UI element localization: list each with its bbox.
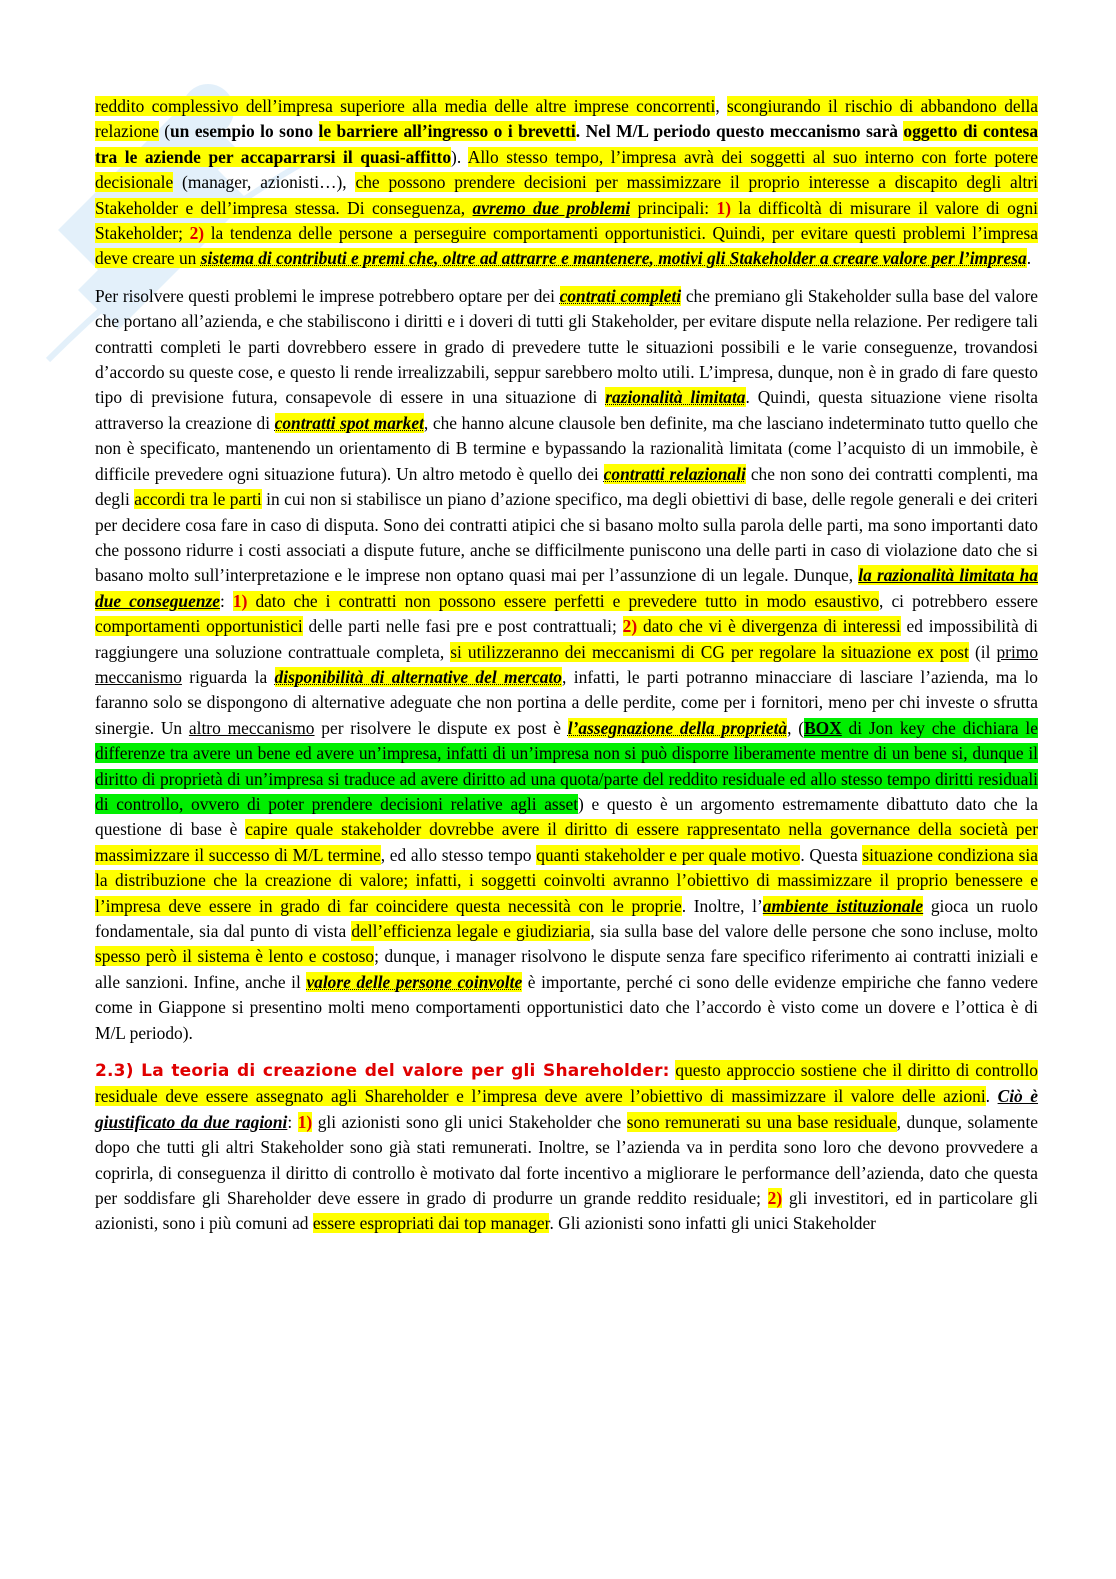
text: delle parti nelle fasi pre e post contrattuali; [302, 616, 623, 637]
text: , dunque, solamente dopo che tutti gli altri Stakeholder sono già stati remunerati. Inoltre, se l’azienda va in perdita sono loro che devono provvedere a coprirla, di conseguenza il diritto di controllo è motivato dal forte incentivo a migliorare le performance dell’azienda, dato che questa per soddisfare gli Shareholder deve essere in grado di produrre un grande reddito residuale; [95, 1111, 1039, 1209]
text: . [985, 1086, 998, 1107]
box-label: BOX [804, 717, 842, 738]
text: riguarda la [181, 666, 275, 687]
list-number: 2) [767, 1188, 783, 1209]
text: , ci potrebbero essere [879, 590, 1038, 611]
highlighted-text: spesso però il sistema è lento e costoso [95, 946, 375, 967]
key-term: l’assegnazione della proprietà [567, 717, 788, 738]
document-text [95, 94, 1038, 1249]
highlighted-text: essere espropriati dai top manager [312, 1213, 550, 1234]
highlighted-text: che possono prendere decisioni per massimizzare il proprio interesse a discapito degli altri Stakeholder e dell’impresa stessa. Di conseguenza, [95, 172, 1038, 218]
key-term: Ciò è giustificato da due ragioni [95, 1086, 1039, 1132]
highlighted-text: dell’efficienza legale e giudiziaria [351, 921, 591, 941]
key-term: contrati completi [559, 285, 682, 306]
underlined-text: altro meccanismo [188, 717, 315, 738]
highlighted-text: situazione condiziona sia la distribuzione che la creazione di valore; infatti, i soggetti coinvolti avranno l’obiettivo di massimizzare il proprio benessere e l’impresa deve essere in grado di far coincidere questa necessità con le proprie [95, 844, 1038, 916]
text: , [715, 96, 728, 116]
key-term: razionalità limitata [605, 387, 746, 408]
paragraph-contract-types [95, 284, 1038, 1046]
highlighted-text: dato che vi è divergenza di interessi [637, 616, 901, 637]
text: gli investitori, ed in particolare gli azionisti, sono i più comuni ad [95, 1188, 1038, 1234]
text: , sia sulla base del valore delle persone che sono incluse, molto [590, 921, 1038, 941]
list-number: 2) [189, 223, 205, 244]
key-term: sistema di contributi e premi che, oltre ad attrarre e mantenere, motivi gli Stakeholder a creare valore per l’impresa [200, 248, 1027, 269]
bold-text: un esempio lo sono [170, 121, 319, 142]
text: . Inoltre, l’ [681, 895, 763, 916]
underlined-text: primo meccanismo [95, 641, 1039, 687]
text: che premiano gli Stakeholder sulla base del valore che portano all’azienda, e che stabiliscono i diritti e i doveri di tutti gli Stakeholder, per evitare dispute nella relazione. Per redigere tali contratti completi le parti dovrebbero essere in grado di prevedere tutte le situazioni possibili e le varie conseguenze, trovandosi d’accordo su queste cose, e questo li rende irrealizzabili, seppur sarebbero molto utili. L’impresa, dunque, non è in grado di fare questo tipo di previsione futura, consapevole di essere in una situazione di [95, 285, 1038, 408]
highlighted-text: Allo stesso tempo, l’impresa avrà dei soggetti al suo interno con forte potere decisionale [95, 146, 1038, 193]
highlighted-text: comportamenti opportunistici [95, 616, 303, 637]
key-term: valore delle persone coinvolte [306, 971, 523, 992]
text: in cui non si stabilisce un piano d’azione specifico, ma degli obiettivi di base, delle regole generali e dei criteri per decidere cosa fare in caso di disputa. Sono dei contratti atipici che si basano molto sulla parola delle parti, ma sono importanti dato che possono ridurre i costi associati a dispute future, anche se difficilmente puniscono una delle parti in caso di violazione dato che si basano molto sull’interpretazione e le imprese non optano quasi mai per l’assunzione di un legale. Dunque, [95, 489, 1038, 586]
text: . Questa [800, 844, 863, 865]
key-term: disponibilità di alternative del mercato [274, 666, 563, 687]
key-term: avremo due problemi [472, 197, 631, 218]
list-number: 2) [622, 616, 638, 637]
paragraph-contracts-intro [95, 94, 1038, 272]
text: : [219, 590, 233, 611]
text: . [1026, 248, 1032, 269]
text: gioca un ruolo fondamentale, sia dal punto di vista [95, 895, 1038, 941]
key-term: ambiente istituzionale [762, 895, 924, 916]
text: : [287, 1111, 298, 1132]
list-number: 1) [297, 1111, 313, 1132]
key-term: contratti spot market [274, 412, 424, 433]
text: , ( [787, 717, 805, 738]
green-highlighted-text: di Jon key che dichiara le differenze tra avere un bene ed avere un’impresa, infatti di un’impresa non si può disporre liberamente mentre di un bene si, dunque il diritto di proprietà di un’impresa si traduce ad avere diritto ad una quota/parte del reddito residuale ed allo stesso tempo diritti residuali di controllo, ovvero di poter prendere decisioni relative agli asset [95, 717, 1038, 814]
text: per risolvere le dispute ex post è [314, 717, 568, 738]
highlighted-text: la tendenza delle persone a perseguire comportamenti opportunistici [204, 223, 702, 244]
highlighted-text: quanti stakeholder e per quale motivo [536, 844, 801, 865]
highlighted-text: scongiurando il rischio di abbandono della relazione [95, 96, 1038, 142]
text: . Quindi, questa situazione viene risolta attraverso la creazione di [95, 387, 1038, 433]
list-number: 1) [232, 590, 248, 611]
text: (il [968, 641, 997, 662]
paragraph-shareholder-theory [95, 1058, 1038, 1237]
highlighted-text: principali: [630, 197, 717, 218]
text: gli azionisti sono gli unici Stakeholder che [312, 1111, 627, 1132]
text: Per risolvere questi problemi le imprese potrebbero optare per dei [95, 285, 560, 306]
text: , infatti, le parti potranno minacciare di lasciare l’azienda, ma lo faranno solo se dispongono di alternative adeguate che non portina a delle perdite, come per i fornitori, meno per chi investe o sfrutta sinergie. Un [95, 666, 1038, 738]
highlighted-text: sono remunerati su una base residuale [626, 1111, 897, 1132]
highlighted-text: dato che i contratti non possono essere perfetti e prevedere tutto in modo esaustivo [247, 590, 880, 611]
highlighted-text: questo approccio sostiene che il diritto di controllo residuale deve essere assegnato agli Shareholder e l’impresa deve avere l’obiettivo di massimizzare il valore delle azioni [95, 1060, 1039, 1107]
bold-text: . Nel M/L periodo questo meccanismo sarà [575, 121, 904, 142]
text: che non sono dei contratti complenti, ma degli [95, 463, 1039, 510]
text: ; dunque, i manager risolvono le dispute senza fare specifico riferimento ai contratti iniziali e alle sanzioni. Infine, anche il [95, 946, 1038, 992]
highlighted-text: capire quale stakeholder dovrebbe avere il diritto di essere rappresentato nella governance della società per massimizzare il successo di M/L termine [95, 819, 1039, 865]
text: è importante, perché ci sono delle evidenze empiriche che fanno vedere come in Giappone si presentino molti meno comportamenti opportunistici dato che l’accordo è visto come un dovere e l’ottica è di M/L periodo). [95, 971, 1038, 1043]
text: , che hanno alcune clausole ben definite, ma che lasciano indeterminato tutto quello che non è specificato, mantenendo un orientamento di B termine e bypassando la razionalità limitata (come l’acquisto di un immobile, è difficile prevedere ogni situazione futura). Un altro metodo è quello dei [95, 412, 1038, 484]
text: ). [451, 146, 468, 167]
key-term: la razionalità limitata ha due conseguenze [95, 565, 1038, 611]
section-heading: 2.3) La teoria di creazione del valore per gli Shareholder: [95, 1061, 670, 1082]
text: (manager, azionisti…), [173, 172, 356, 193]
text: . Gli azionisti sono infatti gli unici Stakeholder [549, 1213, 876, 1234]
list-number: 1) [716, 197, 732, 218]
highlighted-text: la difficoltà di misurare il valore di ogni Stakeholder; [95, 197, 1038, 244]
key-term: contratti relazionali [603, 463, 746, 484]
highlighted-text: si utilizzeranno dei meccanismi di CG per regolare la situazione ex post [450, 641, 969, 662]
text: ed impossibilità di raggiungere una soluzione contrattuale completa, [95, 616, 1039, 662]
text: , ed allo stesso tempo [380, 844, 537, 865]
text: ) e questo è un argomento estremamente dibattuto dato che la questione di base è [95, 793, 1038, 840]
bold-highlighted-text: le barriere all’ingresso o i brevetti [318, 121, 576, 142]
bold-highlighted-text: oggetto di contesa tra le aziende per accaparrarsi il quasi-affitto [95, 121, 1039, 167]
highlighted-text: accordi tra le parti [134, 489, 262, 510]
highlighted-text: reddito complessivo dell’impresa superiore alla media delle altre imprese concorrenti [95, 96, 716, 116]
text: ( [158, 121, 170, 142]
highlighted-text: . Quindi, per evitare questi problemi l’impresa deve creare un [95, 223, 1038, 269]
